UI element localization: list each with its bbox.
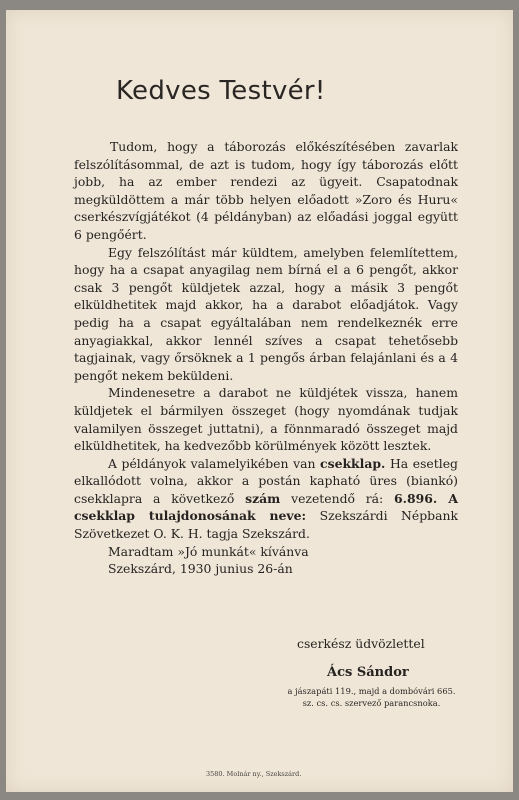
number-label: szám — [245, 490, 281, 506]
letter-title: Kedves Testvér! — [116, 76, 326, 106]
paragraph-4-intro: A példányok valamelyikében van — [108, 455, 316, 471]
paragraph-2: Egy felszólítást már küldtem, amelyben felemlítettem, hogy ha a csapat anyagilag nem bírná el a 6 pengőt, akkor csak 3 pengőt küldjetek azzal, hogy a másik 3 pengőt elküldhetitek majd akkor, ha a darabot előadjátok. Vagy pedig ha a csapat egyáltalában nem rendelkeznék erre anyagiakkal, akkor lennél szíves a csapat tehetősebb tagjainak, vagy őrsöknek a 1 pengős árban felajánlani és a 4 pengőt nekem beküldeni. — [74, 244, 458, 383]
printer-note: 3580. Molnár ny., Szekszárd. — [206, 770, 302, 778]
place-date: Szekszárd, 1930 junius 26-án — [108, 561, 293, 577]
greeting: cserkész üdvözlettel — [297, 636, 425, 651]
account-number: 6.896. A csekklap tulajdonosának neve: — [74, 490, 458, 524]
checkslip-label: csekklap. — [320, 455, 386, 471]
closing-line: Maradtam »Jó munkát« kívánva — [108, 543, 309, 559]
signature-name: Ács Sándor — [327, 665, 409, 680]
signature-description: a jászapáti 119., majd a dombóvári 665. sz. cs. cs. szervező parancsnoka. — [287, 686, 456, 708]
paragraph-3: Mindenesetre a darabot ne küldjétek vissza, hanem küldjetek el bármilyen összeget (hogy nyomdának tudjak valamilyen összeget juttatni), a fönnmaradó összeget majd elküldhetitek, ha kedvezőbb körülmények között lesztek. — [74, 385, 458, 454]
paragraph-1: Tudom, hogy a táborozás előkészítésében zavarlak felszólításommal, de azt is tudom, hogy így táborozás előtt jobb, ha az ember rendezi az ügyeit. Csapatodnak megküldöttem a már több helyen előadott »Zoro és Huru« cserkészvígjátékot (4 példányban) az előadási joggal együtt 6 pengőért. — [74, 139, 458, 242]
paragraph-4-rest: Ha esetleg elkallódott volna, akkor a postán kapható üres (biankó) csekklapra a következő — [74, 455, 458, 506]
paragraph-4 — [74, 455, 458, 543]
letter-sheet — [6, 10, 513, 792]
paragraph-4-rest2: vezetendő rá: — [291, 490, 384, 506]
letter-body — [74, 138, 458, 578]
account-owner: Szekszárdi Népbank Szövetkezet O. K. H. tagja Szekszárd. — [74, 508, 458, 542]
